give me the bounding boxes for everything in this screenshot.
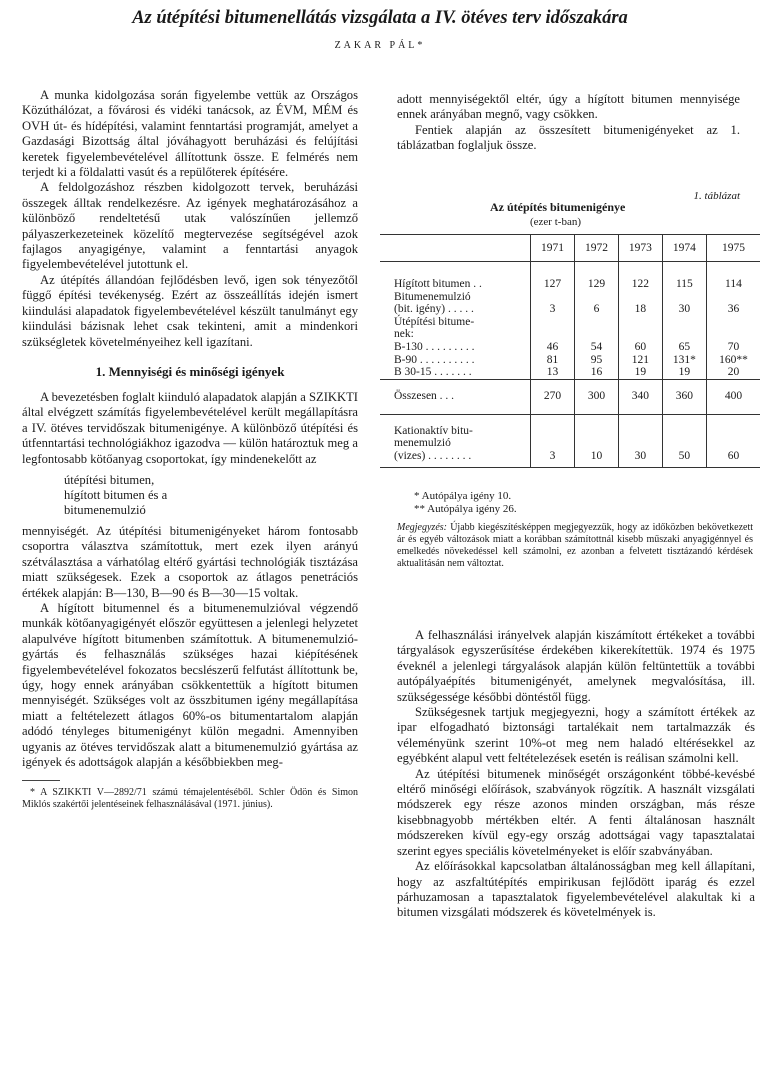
row-label: Hígított bitumen . .	[394, 278, 482, 290]
table-cell	[618, 328, 662, 341]
right-column-top	[397, 92, 740, 154]
table-cell	[662, 291, 706, 304]
table-cell	[618, 291, 662, 304]
table-cell: 19	[662, 366, 706, 379]
table-cell: 60	[706, 450, 760, 467]
table-row	[380, 341, 760, 354]
table-cell: 131*	[662, 354, 706, 367]
year-header: 1971	[531, 235, 575, 262]
table-subtitle: (ezer t-ban)	[530, 216, 581, 228]
table-title: Az útépítés bitumenigénye	[490, 200, 626, 214]
table-cell: 114	[706, 262, 760, 291]
list-item: útépítési bitumen,	[64, 472, 155, 487]
table-row	[380, 437, 760, 450]
paragraph: A bevezetésben foglalt kiinduló alapadatok alapján a SZIKKTI által elvégzett számítás figyelembevételével került megállapításra a IV. ötéves tervidőszak bitumenigénye. A különböző útépítési és útfenntartási technológiákhoz igazodva — külön határoztuk meg a legfontosabb kötőanyag csoportokat, így mindenekelőtt az	[22, 389, 358, 466]
table-cell: 360	[662, 379, 706, 414]
table-cell: 270	[531, 379, 575, 414]
table-row	[380, 328, 760, 341]
table-note: ** Autópálya igény 26.	[414, 503, 517, 515]
table-note: * Autópálya igény 10.	[414, 490, 512, 502]
row-label: Bitumenemulzió	[394, 290, 471, 303]
table-cell: 115	[662, 262, 706, 291]
table-cell	[618, 316, 662, 329]
table-cell: 46	[531, 341, 575, 354]
table-cell: 54	[574, 341, 618, 354]
year-header: 1972	[574, 235, 618, 262]
bitumen-table	[380, 234, 760, 468]
table-cell: 10	[574, 450, 618, 467]
table-cell: 65	[662, 341, 706, 354]
table-cell	[531, 328, 575, 341]
row-label: B-130 . . . . . . . . .	[394, 340, 475, 353]
table-remark	[397, 522, 753, 570]
table-row	[380, 316, 760, 329]
list-item: hígított bitumen és a	[64, 487, 168, 502]
row-label: B 30-15 . . . . . . .	[394, 366, 472, 379]
table-cell	[662, 316, 706, 329]
row-label: Kationaktív bitu-	[394, 424, 473, 437]
table-cell	[574, 328, 618, 341]
table-cell: 30	[662, 303, 706, 316]
table-cell	[574, 437, 618, 450]
table-cell: 400	[706, 379, 760, 414]
paragraph: A feldolgozáshoz részben kidolgozott tervek, beruházási összegek álltak rendelkezésre. Az igények meghatározásához a különböző rendeltetésű utak valószínűen jellemző pályaszerkezeteinek közelítő megtervezése segítségével azok fajlagos anyagigénye, valamint a fenntartási anyagok figyelembevételével jutottunk el.	[22, 180, 358, 272]
table-body	[380, 262, 760, 468]
row-label: B-90 . . . . . . . . . .	[394, 353, 475, 366]
table-cell: 3	[531, 303, 575, 316]
table-cell: 340	[618, 379, 662, 414]
table-cell	[706, 414, 760, 437]
table-cell	[531, 437, 575, 450]
table-cell	[618, 437, 662, 450]
paragraph: mennyiségét. Az útépítési bitumenigényeket három fontosabb csoportra választva számítottuk, mert ezek ilyen arányú szétválasztása a várhatólag eltérő gyártási technológiák tisztázása miatt szükségesek. Ezek a csoportok az átlagos penetrációs értékek alapján: B—130, B—90 és B—30—15 voltak.	[22, 523, 358, 600]
row-label: (bit. igény) . . . . .	[394, 303, 474, 316]
table-cell	[574, 291, 618, 304]
table-cell: 122	[618, 262, 662, 291]
table-row	[380, 262, 760, 291]
row-label: nek:	[394, 328, 414, 341]
list-item: bitumenemulzió	[64, 502, 146, 517]
left-column	[22, 88, 358, 811]
table-cell: 18	[618, 303, 662, 316]
table-row	[380, 291, 760, 304]
table-cell: 13	[531, 366, 575, 379]
table-cell	[662, 437, 706, 450]
table-cell: 50	[662, 450, 706, 467]
table-cell: 129	[574, 262, 618, 291]
paragraph: adott mennyiségektől eltér, úgy a hígított bitumen mennyisége ennek arányában megnő, vagy csökken.	[397, 92, 740, 122]
footnote: * A SZIKKTI V—2892/71 számú témajelentéséből. Schler Ödön és Simon Miklós szakértői jelentéseinek felhasználásával (1971. június).	[22, 787, 358, 811]
table-row	[380, 379, 760, 414]
table-cell	[531, 316, 575, 329]
row-label: (vizes) . . . . . . . .	[380, 450, 531, 467]
table-label: 1. táblázat	[693, 190, 740, 202]
binder-list	[64, 473, 358, 518]
table-row	[380, 303, 760, 316]
author-line: ZAKAR PÁL*	[334, 40, 426, 51]
remark-label: Megjegyzés:	[397, 522, 447, 533]
table-cell: 70	[706, 341, 760, 354]
paragraph: A hígított bitumennel és a bitumenemulzióval végzendő munkák kötőanyagigényét először együttesen a jelenlegi helyzetet alapulvéve hígított bitumenben számítottuk. A bitumenemulzió-gyártás és felhasználás szükséges hazai kiépítésének figyelembevételével fokozatos becslészerű felfutást állítottunk be, úgy, hogy ennek arányában csökkentettük a hígított bitumen mennyiségét. Szükséges volt az összbitumen igény megállapítása miatt a feltételezett átlagos 60%-os bitumentartalom alapján adódó tényleges bitumenigényt külön megadni. Amennyiben ugyanis az ötéves tervidőszak alatt a bitumenemulzió gyártása az igények és adottságok alapján a későbbiekben meg-	[22, 600, 358, 770]
table-cell: 16	[574, 366, 618, 379]
table-cell: 60	[618, 341, 662, 354]
table-cell	[531, 414, 575, 437]
table-cell	[706, 328, 760, 341]
table-cell: 30	[618, 450, 662, 467]
paragraph: Az előírásokkal kapcsolatban általánosságban meg kell állapítani, hogy az aszfaltútépítés empirikusan fejlődött iparág és ezzel párhuzamosan a tapasztalatok figyelembevételével alakultak ki a bitumen vizsgálati módszerek és követelmények is.	[397, 859, 755, 920]
table-cell: 6	[574, 303, 618, 316]
row-label: Összesen . . .	[380, 379, 531, 414]
remark-text: Újabb kiegészítésképpen megjegyezzük, hogy az időközben bekövetkezett ár és egyéb változások miatt a korábban számítottnál kisebb műszaki anyagigénnyel és emelkedés növekedéssel kell számolni, ez azonban a felvetett tisztázandó kérdések aktualitásán nem változtat.	[397, 522, 753, 569]
table-cell	[706, 316, 760, 329]
year-header: 1974	[662, 235, 706, 262]
header-empty-cell	[380, 235, 531, 262]
paragraph: Fentiek alapján az összesített bitumenigényeket az 1. táblázatban foglaljuk össze.	[397, 122, 740, 153]
paragraph: A munka kidolgozása során figyelembe vettük az Országos Közúthálózat, a fővárosi és vidéki tanácsok, az ÉVM, MÉM és OVH út- és hídépítési, valamint fenntartási programját, amelyet a Gazdasági Bizottság által jóváhagyott beruházási és felújítási keretek figyelembevételével állítottunk össze. E felmérés nem terjedt ki a földalatti vasút és a repülőterek építésére.	[22, 88, 358, 180]
table-cell	[706, 437, 760, 450]
table-header-row	[380, 235, 760, 262]
paragraph: A felhasználási irányelvek alapján kiszámított értékeket a további tárgyalások egyszerűsítése érdekében kikerekítettük. 1974 és 1975 éveknél a jelenlegi tárgyalások alapján külön feltüntettük a további autópályaépítés bitumenigényét, amelynek megvalósítása, ill. szükségessége későbbi döntéstől függ.	[397, 628, 755, 704]
table-cell	[662, 414, 706, 437]
table-cell: 121	[618, 354, 662, 367]
table-cell	[706, 291, 760, 304]
table-row	[380, 354, 760, 367]
table-cell	[574, 316, 618, 329]
table-cell	[662, 328, 706, 341]
table-row	[380, 366, 760, 379]
table-cell: 127	[531, 262, 575, 291]
article-title: Az útépítési bitumenellátás vizsgálata a IV. ötéves terv időszakára	[132, 8, 628, 28]
table-cell: 160**	[706, 354, 760, 367]
table-cell: 3	[531, 450, 575, 467]
section-heading: 1. Mennyiségi és minőségi igények	[95, 363, 285, 379]
paragraph: Szükségesnek tartjuk megjegyezni, hogy a számított értékek az ipar elfogadható biztonsági tartalékait nem tartalmazzák és véleményünk szerint 10%-ot meg nem haladó eltérésekkel az egyébként alapul vett feltételezések esetén is reálisan számolni kell.	[397, 705, 755, 766]
paragraph: Az útépítés állandóan fejlődésben levő, igen sok tényezőtől függő építési tevékenység. Ezért az összeállítás idején ismert kiindulási alapadatok figyelembevételével készült tanulmányt egy kiindulási bázisnak lehet csak tekinteni, amit a mindenkori szükségletek követelményeihez kell igazítani.	[22, 272, 358, 349]
table-cell: 36	[706, 303, 760, 316]
table-cell: 20	[706, 366, 760, 379]
year-header: 1973	[618, 235, 662, 262]
table-cell	[618, 414, 662, 437]
table-cell	[574, 414, 618, 437]
year-header: 1975	[706, 235, 760, 262]
paragraph: Az útépítési bitumenek minőségét országonként többé-kevésbé eltérő minőségi előírások, szabványok rögzítik. A használt vizsgálati módszerek egy része azonos minden országban, más része kisebbnagyobb mértékben eltér. A fenti általánosan használt módszereken kívül egy-egy ország adottságai vagy tapasztalatai szerint egyes speciális követelményeket is előír szabványában.	[397, 766, 755, 858]
table-cell: 300	[574, 379, 618, 414]
table-cell: 95	[574, 354, 618, 367]
table-cell: 81	[531, 354, 575, 367]
row-label: menemulzió	[394, 437, 451, 450]
row-label: Útépítési bitume-	[394, 315, 475, 328]
table-row	[380, 414, 760, 437]
table-notes	[414, 490, 517, 516]
table-cell: 19	[618, 366, 662, 379]
table-cell	[531, 291, 575, 304]
table-row	[380, 450, 760, 467]
footnote-divider	[22, 780, 60, 781]
right-column-bottom	[397, 628, 755, 921]
